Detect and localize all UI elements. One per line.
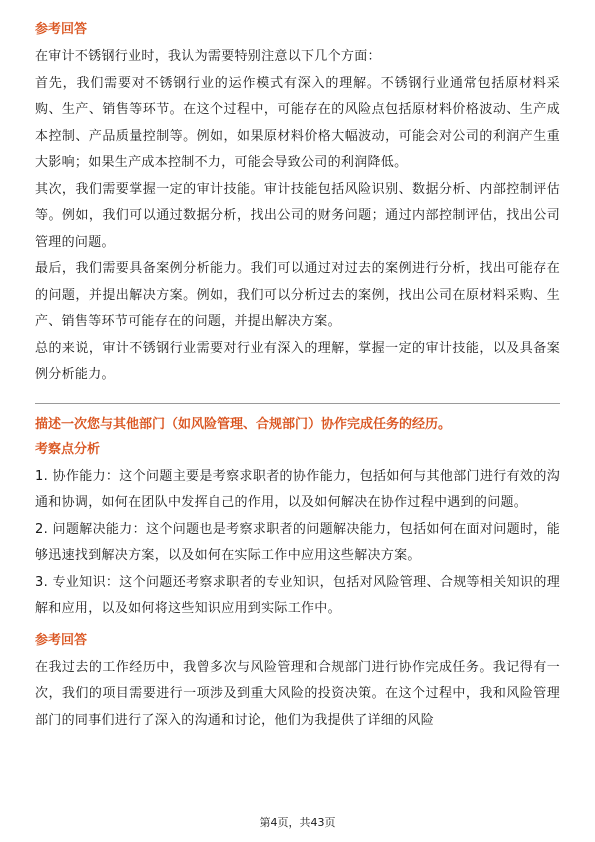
analysis-heading: 考察点分析	[35, 441, 101, 457]
section1-paragraph: 在审计不锈钢行业时，我认为需要特别注意以下几个方面：	[35, 49, 381, 64]
analysis-item: 1. 协作能力：这个问题主要是考察求职者的协作能力，包括如何与其他部门进行有效的沟通和协调，如何在团队中发挥自己的作用，以及如何解决在协作过程中遇到的问题。	[35, 468, 560, 510]
analysis-item: 2. 问题解决能力：这个问题也是考察求职者的问题解决能力，包括如何在面对问题时，能够迅速找到解决方案，以及如何在实际工作中应用这些解决方案。	[35, 521, 560, 563]
answer-paragraph: 在我过去的工作经历中，我曾多次与风险管理和合规部门进行协作完成任务。我记得有一次，我们的项目需要进行一项涉及到重大风险的投资决策。在这个过程中，我和风险管理部门的同事们进行了深入的沟通和讨论，他们为我提供了详细的风险	[35, 659, 560, 728]
section1-paragraph: 其次，我们需要掌握一定的审计技能。审计技能包括风险识别、数据分析、内部控制评估等。例如，我们可以通过数据分析，找出公司的财务问题；通过内部控制评估，找出公司管理的问题。	[35, 181, 560, 250]
page-content	[35, 20, 560, 734]
page-number-footer: 第4页，共43页	[259, 816, 336, 829]
analysis-item: 3. 专业知识：这个问题还考察求职者的专业知识，包括对风险管理、合规等相关知识的理解和应用，以及如何将这些知识应用到实际工作中。	[35, 574, 560, 616]
answer-heading: 参考回答	[35, 632, 88, 648]
section1-paragraph: 首先，我们需要对不锈钢行业的运作模式有深入的理解。不锈钢行业通常包括原材料采购、生产、销售等环节。在这个过程中，可能存在的风险点包括原材料价格波动、生产成本控制、产品质量控制等。例如，如果原材料价格大幅波动，可能会对公司的利润产生重大影响；如果生产成本控制不力，可能会导致公司的利润降低。	[35, 75, 560, 170]
section1-paragraph: 总的来说，审计不锈钢行业需要对行业有深入的理解，掌握一定的审计技能，以及具备案例分析能力。	[35, 340, 560, 382]
section1-paragraph: 最后，我们需要具备案例分析能力。我们可以通过对过去的案例进行分析，找出可能存在的问题，并提出解决方案。例如，我们可以分析过去的案例，找出公司在原材料采购、生产、销售等环节可能存在的问题，并提出解决方案。	[35, 261, 560, 329]
spacer	[35, 623, 560, 631]
interview-question: 描述一次您与其他部门（如风险管理、合规部门）协作完成任务的经历。	[35, 416, 452, 432]
section1-heading: 参考回答	[35, 22, 88, 37]
section-divider	[35, 403, 560, 404]
